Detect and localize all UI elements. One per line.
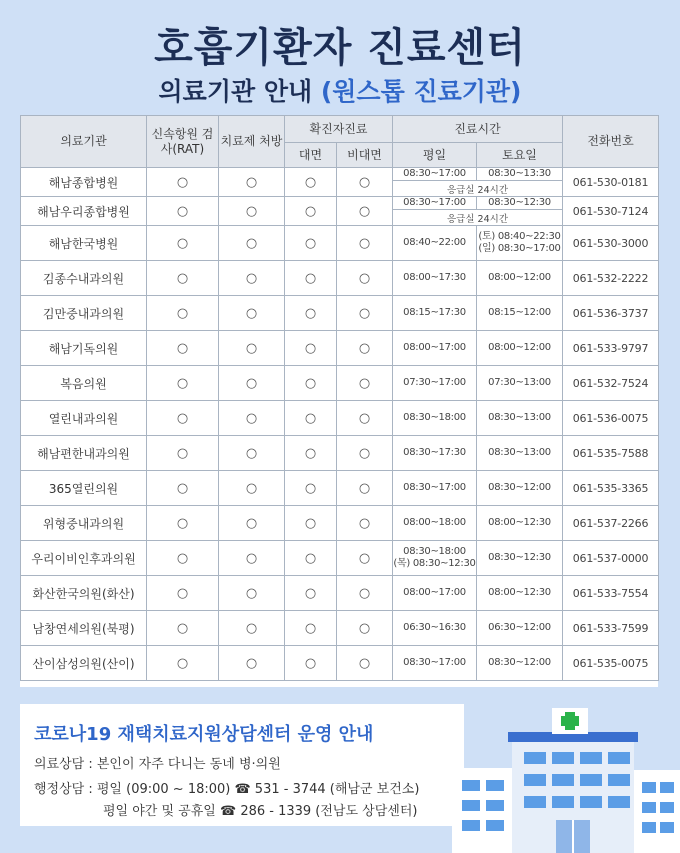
saturday-hours bbox=[477, 506, 563, 541]
saturday-hours-line-2: (일) 08:30~17:00 bbox=[478, 243, 561, 254]
saturday-hours bbox=[477, 168, 563, 181]
saturday-hours-line: 08:00~12:00 bbox=[488, 272, 551, 283]
phone-number: 061-532-7524 bbox=[563, 366, 659, 401]
saturday-hours-line: 08:00~12:30 bbox=[488, 517, 551, 528]
table-row bbox=[21, 401, 659, 436]
saturday-hours bbox=[477, 436, 563, 471]
weekday-hours bbox=[393, 576, 477, 611]
weekday-hours-line: 08:00~17:00 bbox=[403, 587, 466, 598]
table-row bbox=[21, 471, 659, 506]
saturday-hours bbox=[477, 366, 563, 401]
saturday-hours-line: 08:30~13:00 bbox=[488, 412, 551, 423]
rat-mark: ○ bbox=[147, 576, 219, 611]
weekday-hours-line: 08:30~18:00 bbox=[403, 546, 466, 557]
weekday-hours bbox=[393, 331, 477, 366]
in-person-mark: ○ bbox=[285, 168, 337, 197]
institution-name: 해남편한내과의원 bbox=[21, 436, 147, 471]
table-row bbox=[21, 646, 659, 681]
remote-mark: ○ bbox=[337, 296, 393, 331]
table-row bbox=[21, 331, 659, 366]
rat-mark: ○ bbox=[147, 226, 219, 261]
saturday-hours bbox=[477, 471, 563, 506]
saturday-hours bbox=[477, 541, 563, 576]
prescription-mark: ○ bbox=[219, 197, 285, 226]
weekday-hours bbox=[393, 541, 477, 576]
prescription-mark: ○ bbox=[219, 296, 285, 331]
saturday-hours bbox=[477, 611, 563, 646]
saturday-hours-line: 08:30~12:00 bbox=[488, 482, 551, 493]
weekday-hours-line: 08:30~17:00 bbox=[403, 657, 466, 668]
saturday-hours-line: 08:30~12:00 bbox=[488, 657, 551, 668]
prescription-mark: ○ bbox=[219, 401, 285, 436]
weekday-hours-line: 07:30~17:00 bbox=[403, 377, 466, 388]
in-person-mark: ○ bbox=[285, 646, 337, 681]
institution-name: 남창연세의원(북평) bbox=[21, 611, 147, 646]
saturday-hours-line: 08:15~12:00 bbox=[488, 307, 551, 318]
weekday-hours-line: 08:40~22:00 bbox=[403, 237, 466, 248]
in-person-mark: ○ bbox=[285, 261, 337, 296]
in-person-mark: ○ bbox=[285, 471, 337, 506]
weekday-hours bbox=[393, 611, 477, 646]
prescription-mark: ○ bbox=[219, 168, 285, 197]
rat-mark: ○ bbox=[147, 506, 219, 541]
phone-number: 061-535-7588 bbox=[563, 436, 659, 471]
institution-name: 해남한국병원 bbox=[21, 226, 147, 261]
remote-mark: ○ bbox=[337, 366, 393, 401]
weekday-hours-line: 08:30~18:00 bbox=[403, 412, 466, 423]
hospital-building-icon bbox=[452, 708, 680, 853]
institution-name: 산이삼성의원(산이) bbox=[21, 646, 147, 681]
weekday-hours-line: 08:00~17:00 bbox=[403, 342, 466, 353]
remote-mark: ○ bbox=[337, 168, 393, 197]
saturday-hours bbox=[477, 226, 563, 261]
remote-mark: ○ bbox=[337, 401, 393, 436]
institution-name: 화산한국의원(화산) bbox=[21, 576, 147, 611]
er-hours: 응급실 24시간 bbox=[393, 210, 563, 226]
phone-number: 061-533-7599 bbox=[563, 611, 659, 646]
phone-number: 061-533-7554 bbox=[563, 576, 659, 611]
rat-mark: ○ bbox=[147, 401, 219, 436]
rat-mark: ○ bbox=[147, 261, 219, 296]
remote-mark: ○ bbox=[337, 197, 393, 226]
rat-mark: ○ bbox=[147, 541, 219, 576]
saturday-hours-line: 07:30~13:00 bbox=[488, 377, 551, 388]
er-hours: 응급실 24시간 bbox=[393, 181, 563, 197]
in-person-mark: ○ bbox=[285, 366, 337, 401]
table-row bbox=[21, 436, 659, 471]
weekday-hours bbox=[393, 226, 477, 261]
header-prescription: 치료제 처방 bbox=[219, 116, 285, 168]
institution-name: 해남우리종합병원 bbox=[21, 197, 147, 226]
table-row bbox=[21, 226, 659, 261]
in-person-mark: ○ bbox=[285, 331, 337, 366]
remote-mark: ○ bbox=[337, 261, 393, 296]
weekday-hours-line: 08:30~17:00 bbox=[403, 168, 466, 179]
saturday-hours bbox=[477, 261, 563, 296]
phone-number: 061-530-0181 bbox=[563, 168, 659, 197]
remote-mark: ○ bbox=[337, 611, 393, 646]
weekday-hours bbox=[393, 401, 477, 436]
remote-mark: ○ bbox=[337, 576, 393, 611]
institution-name: 김만중내과의원 bbox=[21, 296, 147, 331]
rat-mark: ○ bbox=[147, 366, 219, 401]
header-confirmed: 확진자진료 bbox=[285, 116, 393, 143]
table-row bbox=[21, 576, 659, 611]
header-institution: 의료기관 bbox=[21, 116, 147, 168]
institution-name: 김종수내과의원 bbox=[21, 261, 147, 296]
institution-table bbox=[20, 115, 659, 681]
rat-mark: ○ bbox=[147, 611, 219, 646]
institution-name: 복음의원 bbox=[21, 366, 147, 401]
table-row bbox=[21, 506, 659, 541]
weekday-hours bbox=[393, 168, 477, 181]
in-person-mark: ○ bbox=[285, 611, 337, 646]
remote-mark: ○ bbox=[337, 646, 393, 681]
table-row bbox=[21, 366, 659, 401]
table-row bbox=[21, 197, 659, 210]
rat-mark: ○ bbox=[147, 168, 219, 197]
prescription-mark: ○ bbox=[219, 436, 285, 471]
rat-mark: ○ bbox=[147, 296, 219, 331]
table-row bbox=[21, 168, 659, 181]
in-person-mark: ○ bbox=[285, 576, 337, 611]
remote-mark: ○ bbox=[337, 471, 393, 506]
weekday-hours-line: 08:00~18:00 bbox=[403, 517, 466, 528]
header-saturday: 토요일 bbox=[477, 143, 563, 168]
saturday-hours bbox=[477, 296, 563, 331]
institution-name: 해남종합병원 bbox=[21, 168, 147, 197]
phone-number: 061-530-7124 bbox=[563, 197, 659, 226]
header-remote: 비대면 bbox=[337, 143, 393, 168]
subtitle-paren: (원스톱 진료기관) bbox=[320, 77, 522, 106]
prescription-mark: ○ bbox=[219, 611, 285, 646]
saturday-hours bbox=[477, 401, 563, 436]
rat-mark: ○ bbox=[147, 436, 219, 471]
institution-name: 우리이비인후과의원 bbox=[21, 541, 147, 576]
remote-mark: ○ bbox=[337, 541, 393, 576]
admin-counseling-night: 평일 야간 및 공휴일 ☎ 286 - 1339 (전남도 상담센터) bbox=[103, 804, 418, 819]
saturday-hours-line: 08:00~12:30 bbox=[488, 587, 551, 598]
saturday-hours bbox=[477, 197, 563, 210]
weekday-hours-line: 08:30~17:00 bbox=[403, 482, 466, 493]
subtitle-main: 의료기관 안내 bbox=[158, 77, 313, 106]
phone-number: 061-535-3365 bbox=[563, 471, 659, 506]
in-person-mark: ○ bbox=[285, 541, 337, 576]
remote-mark: ○ bbox=[337, 506, 393, 541]
admin-counseling: 행정상담 : 평일 (09:00 ~ 18:00) ☎ 531 - 3744 (해남군 보건소) bbox=[34, 782, 420, 797]
weekday-hours-line-2: (목) 08:30~12:30 bbox=[393, 558, 476, 569]
weekday-hours bbox=[393, 197, 477, 210]
counseling-center-info bbox=[20, 704, 464, 826]
header-weekday: 평일 bbox=[393, 143, 477, 168]
phone-number: 061-537-2266 bbox=[563, 506, 659, 541]
phone-number: 061-537-0000 bbox=[563, 541, 659, 576]
weekday-hours bbox=[393, 471, 477, 506]
table-row bbox=[21, 541, 659, 576]
phone-number: 061-530-3000 bbox=[563, 226, 659, 261]
phone-number: 061-535-0075 bbox=[563, 646, 659, 681]
medical-counseling: 의료상담 : 본인이 자주 다니는 동네 병·의원 bbox=[34, 757, 281, 772]
phone-number: 061-536-3737 bbox=[563, 296, 659, 331]
table-row bbox=[21, 296, 659, 331]
weekday-hours bbox=[393, 261, 477, 296]
weekday-hours bbox=[393, 506, 477, 541]
prescription-mark: ○ bbox=[219, 471, 285, 506]
weekday-hours-line: 08:30~17:30 bbox=[403, 447, 466, 458]
phone-number: 061-532-2222 bbox=[563, 261, 659, 296]
weekday-hours bbox=[393, 436, 477, 471]
phone-number: 061-536-0075 bbox=[563, 401, 659, 436]
header-rat: 신속항원 검사(RAT) bbox=[147, 116, 219, 168]
prescription-mark: ○ bbox=[219, 366, 285, 401]
saturday-hours-line: 06:30~12:00 bbox=[488, 622, 551, 633]
page-title: 호흡기환자 진료센터 bbox=[154, 25, 526, 71]
in-person-mark: ○ bbox=[285, 506, 337, 541]
weekday-hours bbox=[393, 646, 477, 681]
saturday-hours-line: 08:30~13:00 bbox=[488, 447, 551, 458]
remote-mark: ○ bbox=[337, 226, 393, 261]
saturday-hours bbox=[477, 331, 563, 366]
info-title: 코로나19 재택치료지원상담센터 운영 안내 bbox=[34, 724, 374, 745]
header-in-person: 대면 bbox=[285, 143, 337, 168]
in-person-mark: ○ bbox=[285, 197, 337, 226]
weekday-hours-line: 08:30~17:00 bbox=[403, 197, 466, 208]
prescription-mark: ○ bbox=[219, 541, 285, 576]
prescription-mark: ○ bbox=[219, 331, 285, 366]
institution-table-container bbox=[20, 115, 658, 687]
prescription-mark: ○ bbox=[219, 646, 285, 681]
in-person-mark: ○ bbox=[285, 436, 337, 471]
table-row bbox=[21, 611, 659, 646]
page-subtitle bbox=[0, 72, 680, 108]
institution-name: 해남기독의원 bbox=[21, 331, 147, 366]
rat-mark: ○ bbox=[147, 197, 219, 226]
header-phone: 전화번호 bbox=[563, 116, 659, 168]
rat-mark: ○ bbox=[147, 646, 219, 681]
weekday-hours-line: 08:15~17:30 bbox=[403, 307, 466, 318]
institution-name: 365열린의원 bbox=[21, 471, 147, 506]
phone-number: 061-533-9797 bbox=[563, 331, 659, 366]
in-person-mark: ○ bbox=[285, 226, 337, 261]
remote-mark: ○ bbox=[337, 331, 393, 366]
saturday-hours-line: (토) 08:40~22:30 bbox=[478, 231, 561, 242]
weekday-hours bbox=[393, 366, 477, 401]
in-person-mark: ○ bbox=[285, 401, 337, 436]
institution-name: 위형중내과의원 bbox=[21, 506, 147, 541]
weekday-hours-line: 08:00~17:30 bbox=[403, 272, 466, 283]
prescription-mark: ○ bbox=[219, 506, 285, 541]
remote-mark: ○ bbox=[337, 436, 393, 471]
saturday-hours-line: 08:30~12:30 bbox=[488, 552, 551, 563]
prescription-mark: ○ bbox=[219, 226, 285, 261]
prescription-mark: ○ bbox=[219, 576, 285, 611]
saturday-hours-line: 08:30~12:30 bbox=[488, 197, 551, 208]
header-hours: 진료시간 bbox=[393, 116, 563, 143]
in-person-mark: ○ bbox=[285, 296, 337, 331]
saturday-hours-line: 08:00~12:00 bbox=[488, 342, 551, 353]
table-row bbox=[21, 261, 659, 296]
saturday-hours bbox=[477, 646, 563, 681]
saturday-hours-line: 08:30~13:30 bbox=[488, 168, 551, 179]
weekday-hours-line: 06:30~16:30 bbox=[403, 622, 466, 633]
rat-mark: ○ bbox=[147, 471, 219, 506]
weekday-hours bbox=[393, 296, 477, 331]
institution-name: 열린내과의원 bbox=[21, 401, 147, 436]
prescription-mark: ○ bbox=[219, 261, 285, 296]
saturday-hours bbox=[477, 576, 563, 611]
rat-mark: ○ bbox=[147, 331, 219, 366]
